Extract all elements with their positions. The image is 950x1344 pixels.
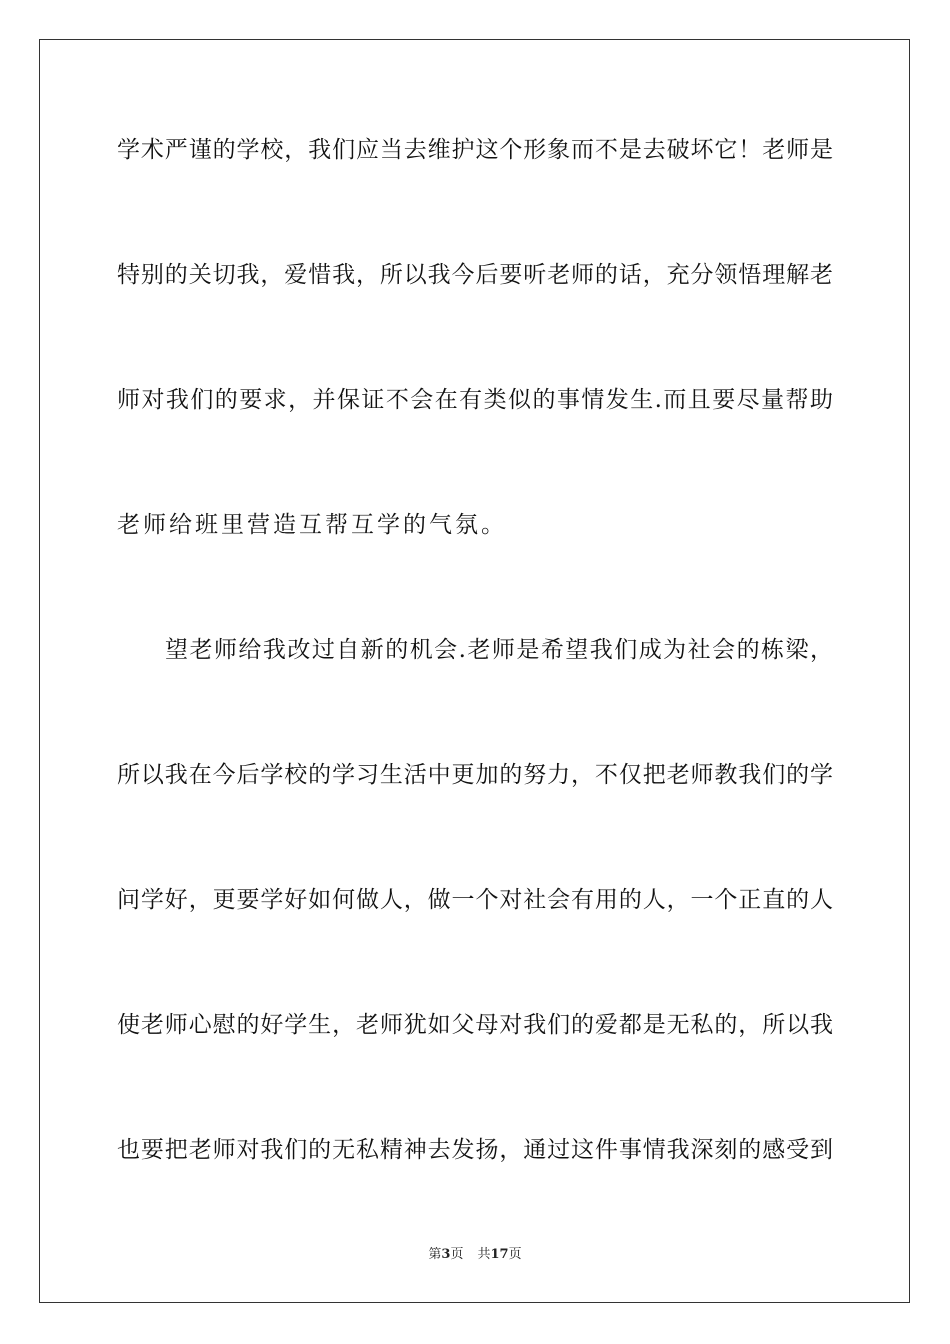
page-number-label: 第3页 (428, 1247, 464, 1262)
paragraph-line: 老师给班里营造互帮互学的气氛。 (117, 512, 507, 538)
paragraph-line: 使老师心慰的好学生，老师犹如父母对我们的爱都是无私的，所以我 (117, 1012, 833, 1038)
page-footer (0, 1246, 950, 1264)
paragraph-line: 学术严谨的学校，我们应当去维护这个形象而不是去破坏它！老师是 (117, 137, 833, 163)
paragraph-line: 望老师给我改过自新的机会.老师是希望我们成为社会的栋梁， (165, 637, 833, 663)
page-border (39, 39, 910, 1303)
total-pages-label: 共17页 (477, 1247, 522, 1262)
paragraph-line: 也要把老师对我们的无私精神去发扬，通过这件事情我深刻的感受到 (117, 1137, 833, 1163)
paragraph-line: 特别的关切我，爱惜我，所以我今后要听老师的话，充分领悟理解老 (117, 262, 833, 288)
paragraph-line: 问学好，更要学好如何做人，做一个对社会有用的人，一个正直的人 (117, 887, 833, 913)
paragraph-line: 师对我们的要求，并保证不会在有类似的事情发生.而且要尽量帮助 (117, 387, 833, 413)
paragraph-line: 所以我在今后学校的学习生活中更加的努力，不仅把老师教我们的学 (117, 762, 833, 788)
